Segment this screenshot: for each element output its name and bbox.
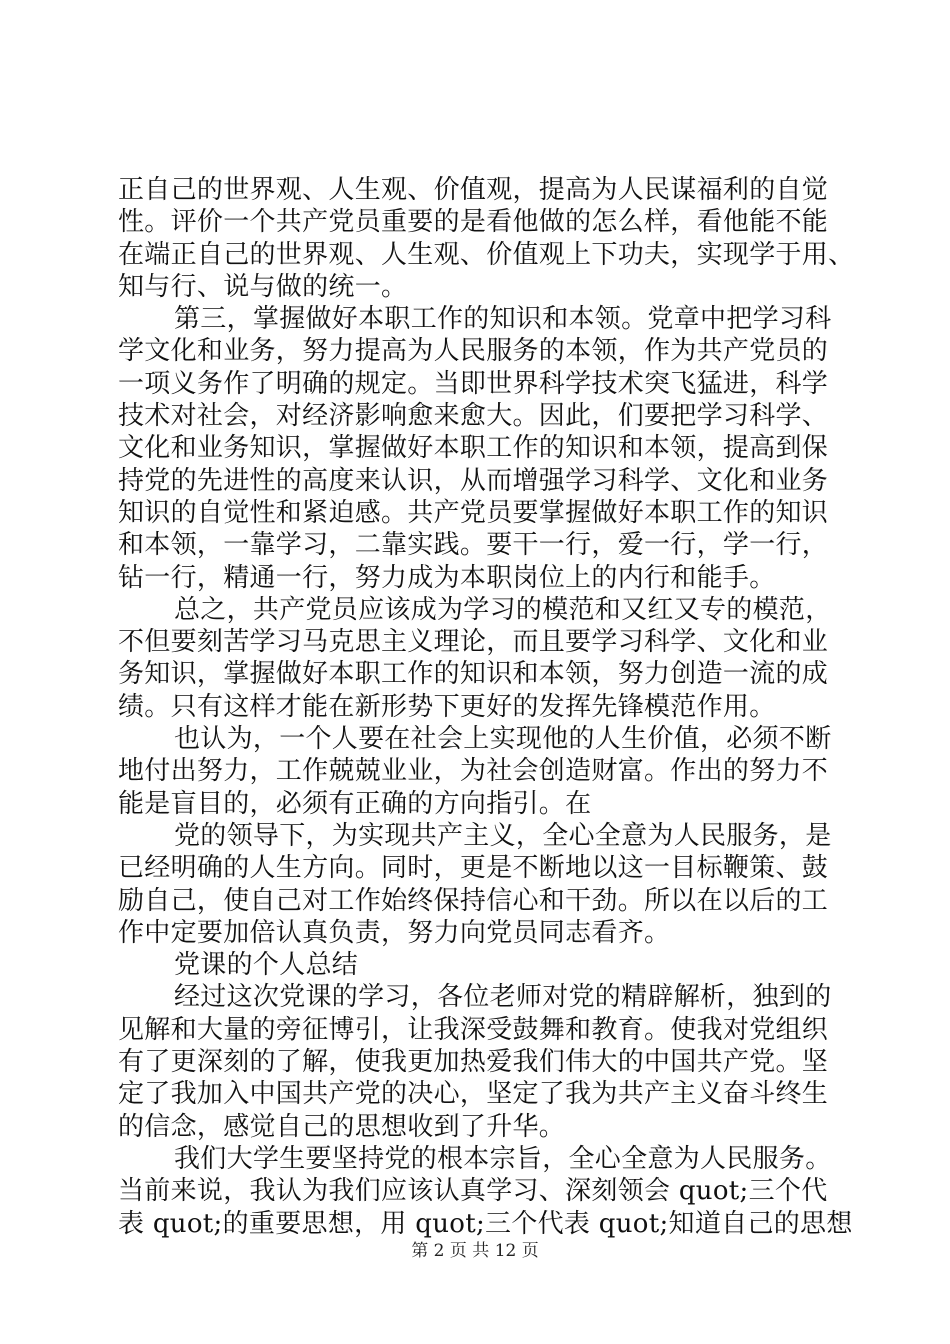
text-line: 务知识，掌握做好本职工作的知识和本领，努力创造一流的成 bbox=[118, 659, 829, 690]
text-line: 有了更深刻的了解，使我更加热爱我们伟大的中国共产党。坚 bbox=[118, 1047, 829, 1078]
page-footer: 第 2 页 共 12 页 bbox=[411, 1241, 539, 1261]
text-line: 总之，共产党员应该成为学习的模范和又红又专的模范， bbox=[174, 594, 832, 625]
text-line: 不但要刻苦学习马克思主义理论，而且要学习科学、文化和业 bbox=[118, 627, 829, 658]
text-line: 的信念，感觉自己的思想收到了升华。 bbox=[118, 1111, 566, 1142]
text-line: 学文化和业务，努力提高为人民服务的本领，作为共产党员的 bbox=[118, 336, 829, 367]
text-line: 文化和业务知识，掌握做好本职工作的知识和本领，提高到保 bbox=[118, 433, 829, 464]
text-line: 持党的先进性的高度来认识，从而增强学习科学、文化和业务 bbox=[118, 465, 829, 496]
text-line: 作中定要加倍认真负责，努力向党员同志看齐。 bbox=[118, 917, 671, 948]
text-line: 我们大学生要坚持党的根本宗旨，全心全意为人民服务。 bbox=[174, 1143, 832, 1174]
text-line: 党课的个人总结 bbox=[174, 950, 359, 981]
text-line: 也认为，一个人要在社会上实现他的人生价值，必须不断 bbox=[174, 724, 832, 755]
text-line: 党的领导下，为实现共产主义，全心全意为人民服务，是 bbox=[174, 820, 832, 851]
text-line: 定了我加入中国共产党的决心，坚定了我为共产主义奋斗终生 bbox=[118, 1079, 829, 1110]
text-line: 能是盲目的，必须有正确的方向指引。在 bbox=[118, 788, 592, 819]
text-line: 正自己的世界观、人生观、价值观，提高为人民谋福利的自觉 bbox=[118, 175, 829, 205]
text-line: 知识的自觉性和紧迫感。共产党员要掌握做好本职工作的知识 bbox=[118, 497, 829, 528]
text-line: 技术对社会，对经济影响愈来愈大。因此，们要把学习科学、 bbox=[118, 401, 829, 432]
text-line: 知与行、说与做的统一。 bbox=[118, 271, 408, 302]
text-line: 第三，掌握做好本职工作的知识和本领。党章中把学习科 bbox=[174, 304, 832, 335]
text-line: 绩。只有这样才能在新形势下更好的发挥先锋模范作用。 bbox=[118, 691, 776, 722]
text-line: 性。评价一个共产党员重要的是看他做的怎么样，看他能不能 bbox=[118, 207, 829, 238]
text-line: 一项义务作了明确的规定。当即世界科学技术突飞猛进，科学 bbox=[118, 368, 829, 399]
document-body bbox=[118, 174, 855, 1240]
text-line: 和本领，一靠学习，二靠实践。要干一行，爱一行，学一行， bbox=[118, 530, 829, 561]
text-line: 钻一行，精通一行，努力成为本职岗位上的内行和能手。 bbox=[118, 562, 776, 593]
text-line: 在端正自己的世界观、人生观、价值观上下功夫，实现学于用、 bbox=[118, 239, 855, 270]
text-line: 当前来说，我认为我们应该认真学习、深刻领会 quot;三个代 bbox=[118, 1176, 828, 1207]
text-line: 已经明确的人生方向。同时，更是不断地以这一目标鞭策、鼓 bbox=[118, 853, 829, 884]
text-line: 见解和大量的旁征博引，让我深受鼓舞和教育。使我对党组织 bbox=[118, 1014, 829, 1045]
text-line: 励自己，使自己对工作始终保持信心和干劲。所以在以后的工 bbox=[118, 885, 829, 916]
text-line: 地付出努力，工作兢兢业业，为社会创造财富。作出的努力不 bbox=[118, 756, 829, 787]
text-line: 经过这次党课的学习，各位老师对党的精辟解析，独到的 bbox=[174, 982, 832, 1013]
text-line: 表 quot;的重要思想，用 quot;三个代表 quot;知道自己的思想 bbox=[118, 1208, 853, 1239]
